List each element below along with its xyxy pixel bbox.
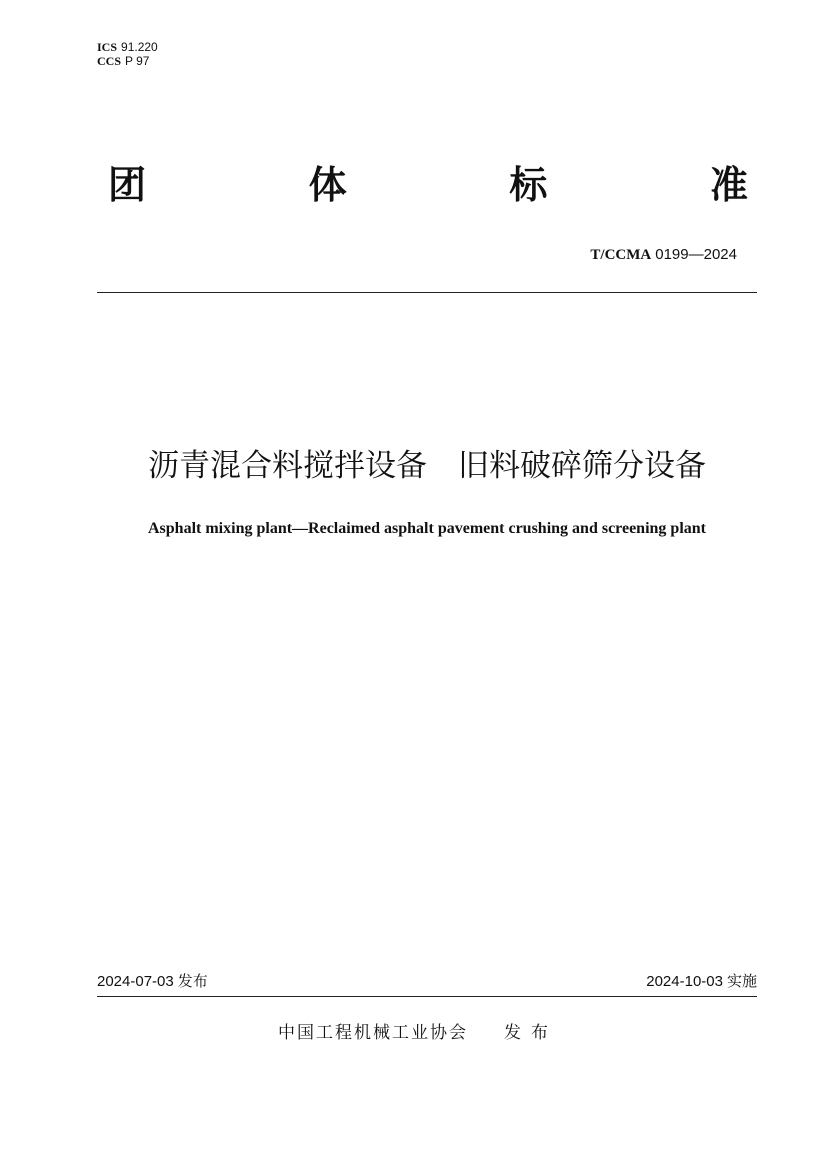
standard-type-char: 标 (509, 163, 548, 207)
publisher-line (278, 1021, 558, 1045)
ccs-value: P 97 (125, 54, 150, 68)
standard-type-char: 团 (108, 163, 147, 207)
ics-value: 91.220 (121, 40, 158, 54)
standard-number-code: 0199—2024 (655, 246, 737, 263)
standard-type-char: 准 (709, 163, 748, 207)
implementation-date-label: 实施 (726, 972, 757, 990)
classification-codes (97, 40, 158, 68)
publisher-name: 中国工程机械工业协会 (278, 1023, 468, 1043)
implementation-date (646, 970, 757, 993)
issue-date (97, 970, 208, 993)
standard-type-heading (108, 160, 748, 210)
publisher-action: 发布 (504, 1023, 558, 1043)
standard-number-prefix: T/CCMA (590, 247, 652, 263)
title-chinese: 沥青混合料搅拌设备 旧料破碎筛分设备 (148, 448, 706, 484)
ics-code (97, 40, 158, 54)
issue-date-value: 2024-07-03 (97, 973, 174, 990)
title-english: Asphalt mixing plant—Reclaimed asphalt pavement crushing and screening plant (148, 520, 706, 537)
standard-number (590, 244, 737, 265)
ccs-label: CCS (97, 54, 122, 68)
standard-type-char: 体 (308, 163, 347, 207)
issue-date-label: 发布 (177, 972, 208, 990)
bottom-divider (97, 996, 757, 997)
implementation-date-value: 2024-10-03 (646, 973, 723, 990)
ics-label: ICS (97, 40, 118, 54)
top-divider (97, 292, 757, 293)
ccs-code (97, 54, 158, 68)
